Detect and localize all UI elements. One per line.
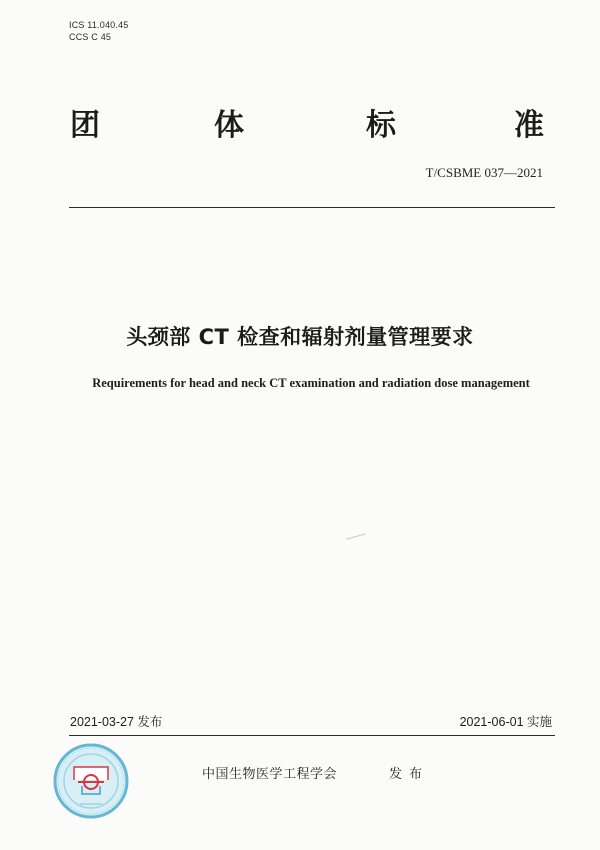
standard-type-char: 团 — [70, 108, 100, 143]
top-divider — [69, 207, 555, 208]
implementation-date: 2021-06-01 实施 — [459, 715, 552, 729]
standard-number: T/CSBME 037—2021 — [425, 165, 543, 180]
standard-type-char: 准 — [514, 108, 544, 143]
bottom-divider — [69, 735, 555, 736]
publisher-name: 中国生物医学工程学会 — [202, 767, 338, 782]
standard-type-heading — [70, 108, 550, 148]
publisher-seal-icon — [52, 742, 130, 820]
issue-date: 2021-03-27 发布 — [70, 715, 163, 729]
publish-label: 发布 — [389, 767, 430, 782]
scan-mark — [346, 533, 366, 539]
classification-codes — [69, 19, 128, 43]
document-title-en: Requirements for head and neck CT examination and radiation dose management — [92, 376, 530, 390]
seal-emblem-top — [74, 767, 108, 780]
standard-type-char: 标 — [366, 108, 396, 143]
document-title-cn: 头颈部 CT 检查和辐射剂量管理要求 — [126, 325, 474, 349]
ccs-code: CCS C 45 — [69, 32, 112, 42]
standard-type-char: 体 — [214, 108, 244, 143]
ics-code: ICS 11.040.45 — [69, 20, 129, 30]
